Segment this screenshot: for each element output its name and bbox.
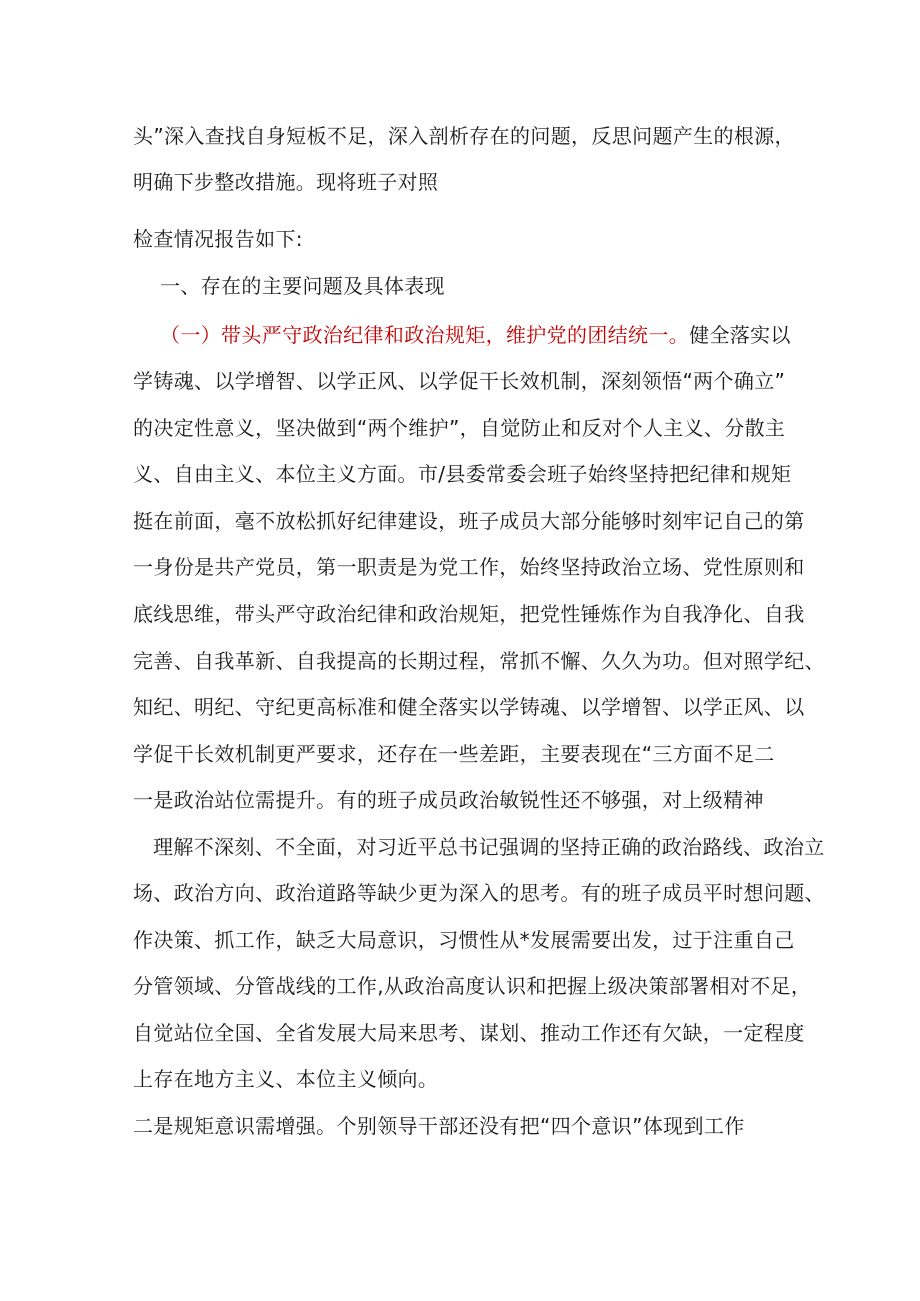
paragraph-line: 上存在地方主义、本位主义倾向。 — [133, 1067, 439, 1091]
paragraph-line: 一身份是共产党员，第一职责是为党工作，始终坚持政治立场、党性原则和 — [133, 555, 805, 579]
paragraph-line: 头”深入查找自身短板不足，深入剖析存在的问题，反思问题产生的根源， — [133, 124, 795, 148]
paragraph-line: 自觉站位全国、全省发展大局来思考、谋划、推动工作还有欠缺，一定程度 — [133, 1021, 805, 1045]
paragraph-line: 一是政治站位需提升。有的班子成员政治敏锐性还不够强，对上级精神 — [133, 788, 764, 812]
paragraph-line: 二是规矩意识需增强。个别领导干部还没有把“四个意识”体现到工作 — [133, 1114, 745, 1138]
paragraph-line: 检查情况报告如下: — [133, 227, 303, 251]
paragraph-text: 健全落实以 — [689, 323, 791, 347]
paragraph-line: 学促干长效机制更严要求，还存在一些差距，主要表现在“三方面不足二 — [133, 742, 775, 766]
section-heading: 一、存在的主要问题及具体表现 — [160, 274, 445, 298]
paragraph-line: 知纪、明纪、守纪更高标准和健全落实以学铸魂、以学增智、以学正风、以 — [133, 695, 805, 719]
paragraph-line: 的决定性意义，坚决做到“两个维护”，自觉防止和反对个人主义、分散主 — [133, 416, 786, 440]
paragraph-line: 义、自由主义、本位主义方面。市/县委常委会班子始终坚持把纪律和规矩 — [133, 462, 792, 486]
paragraph-line: 分管领域、分管战线的工作,从政治高度认识和把握上级决策部署相对不足， — [133, 974, 812, 998]
subsection-heading: （一）带头严守政治纪律和政治规矩，维护党的团结统一。 — [160, 323, 690, 347]
paragraph-line: 底线思维，带头严守政治纪律和政治规矩，把党性锤炼作为自我净化、自我 — [133, 602, 805, 626]
paragraph-line: 场、政治方向、政治道路等缺少更为深入的思考。有的班子成员平时想问题、 — [133, 881, 825, 905]
paragraph-line: 学铸魂、以学增智、以学正风、以学促干长效机制，深刻领悟“两个确立” — [133, 369, 786, 393]
paragraph-line: 作决策、抓工作，缺乏大局意识，习惯性从*发展需要出发，过于注重自己 — [133, 928, 795, 952]
paragraph-line: 完善、自我革新、自我提高的长期过程，常抓不懈、久久为功。但对照学纪、 — [133, 649, 825, 673]
paragraph-line: 理解不深刻、不全面，对习近平总书记强调的坚持正确的政治路线、政治立 — [153, 835, 825, 859]
paragraph-line: 挺在前面，毫不放松抓好纪律建设，班子成员大部分能够时刻牢记自己的第 — [133, 509, 805, 533]
paragraph-line: 明确下步整改措施。现将班子对照 — [133, 170, 439, 194]
subsection-heading-line — [160, 323, 791, 347]
